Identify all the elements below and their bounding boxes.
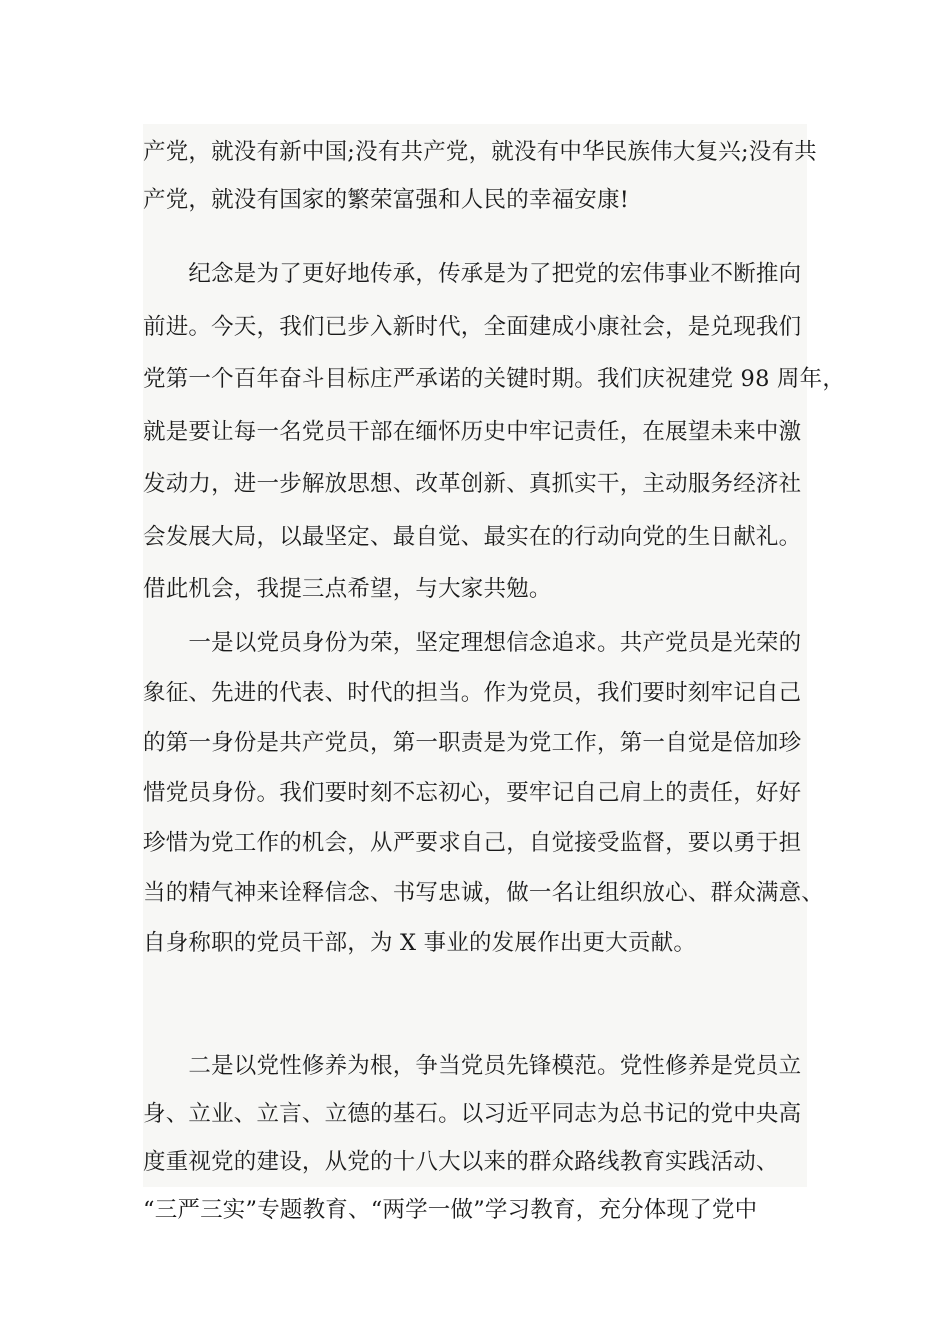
text-line: 象征、先进的代表、时代的担当。作为党员，我们要时刻牢记自己 xyxy=(143,680,802,706)
text-line: 发动力，进一步解放思想、改革创新、真抓实干，主动服务经济社 xyxy=(143,471,802,497)
text-line: 纪念是为了更好地传承，传承是为了把党的宏伟事业不断推向 xyxy=(143,261,802,287)
text-line: 自身称职的党员干部，为 X 事业的发展作出更大贡献。 xyxy=(143,930,697,956)
text-line: 身、立业、立言、立德的基石。以习近平同志为总书记的党中央高 xyxy=(143,1101,802,1127)
text-line: 一是以党员身份为荣，坚定理想信念追求。共产党员是光荣的 xyxy=(143,630,802,656)
text-line: 党第一个百年奋斗目标庄严承诺的关键时期。我们庆祝建党 98 周年， xyxy=(143,366,846,392)
text-line: 产党，就没有新中国;没有共产党，就没有中华民族伟大复兴;没有共 xyxy=(143,139,817,165)
text-line: 就是要让每一名党员干部在缅怀历史中牢记责任，在展望未来中激 xyxy=(143,418,802,445)
text-line: 当的精气神来诠释信念、书写忠诚，做一名让组织放心、群众满意、 xyxy=(143,880,825,906)
text-line: 惜党员身份。我们要时刻不忘初心，要牢记自己肩上的责任，好好 xyxy=(143,780,802,806)
text-line: 度重视党的建设，从党的十八大以来的群众路线教育实践活动、 xyxy=(143,1149,779,1175)
text-line: 的第一身份是共产党员，第一职责是为党工作，第一自觉是倍加珍 xyxy=(143,730,802,756)
paragraph-3 xyxy=(143,618,825,968)
paragraph-2 xyxy=(143,248,846,616)
text-line: 会发展大局，以最坚定、最自觉、最实在的行动向党的生日献礼。 xyxy=(143,523,802,550)
paragraph-1 xyxy=(143,128,817,224)
text-line: 前进。今天，我们已步入新时代，全面建成小康社会，是兑现我们 xyxy=(143,313,802,340)
paragraph-4 xyxy=(143,1042,807,1234)
text-line: 二是以党性修养为根，争当党员先锋模范。党性修养是党员立 xyxy=(143,1053,802,1079)
document-text-block xyxy=(143,124,846,1223)
text-line: 产党，就没有国家的繁荣富强和人民的幸福安康! xyxy=(143,187,629,213)
text-line: 借此机会，我提三点希望，与大家共勉。 xyxy=(143,576,552,602)
text-line: 珍惜为党工作的机会，从严要求自己，自觉接受监督，要以勇于担 xyxy=(143,830,802,856)
text-line: “三严三实”专题教育、“两学一做”学习教育，充分体现了党中 xyxy=(143,1197,758,1223)
